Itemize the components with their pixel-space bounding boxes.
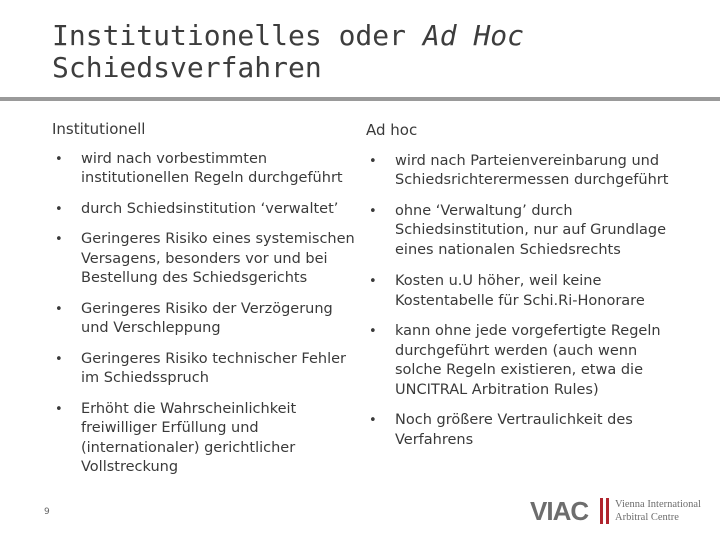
bullet: • bbox=[369, 324, 377, 339]
bullet: • bbox=[369, 413, 377, 428]
left-column bbox=[52, 120, 362, 478]
list-item-text: wird nach vorbestimmten institutionellen Regeln durchgeführt bbox=[81, 150, 343, 186]
right-column bbox=[366, 120, 686, 450]
logo-subtitle bbox=[615, 499, 701, 524]
bullet: • bbox=[55, 201, 63, 217]
title-divider bbox=[0, 97, 720, 101]
bullet: • bbox=[369, 203, 377, 219]
right-heading: Ad hoc bbox=[366, 121, 418, 139]
title-italic: Ad Hoc bbox=[422, 19, 525, 52]
list-item-text: Geringeres Risiko technischer Fehler im Schiedsspruch bbox=[81, 350, 347, 386]
list-item-text: Noch größere Vertraulichkeit des Verfahrens bbox=[395, 412, 633, 448]
logo-line2: Arbitral Centre bbox=[615, 511, 679, 523]
list-item bbox=[366, 202, 686, 261]
list-item-text: durch Schiedsinstitution ‘verwaltet’ bbox=[81, 200, 339, 217]
list-item bbox=[52, 400, 362, 478]
bullet: • bbox=[55, 401, 63, 417]
list-item bbox=[366, 272, 686, 311]
title-part1: Institutionelles oder bbox=[52, 19, 423, 52]
bullet: • bbox=[369, 153, 377, 169]
bullet: • bbox=[55, 351, 63, 367]
list-item-text: Erhöht die Wahrscheinlichkeit freiwilliger Erfüllung und (internationaler) gerichtlicher Vollstreckung bbox=[81, 400, 297, 475]
logo-accent-bar bbox=[606, 498, 609, 524]
list-item-text: Geringeres Risiko der Verzögerung und Verschleppung bbox=[81, 300, 333, 336]
list-item bbox=[366, 152, 686, 191]
left-heading: Institutionell bbox=[52, 120, 146, 138]
bullet: • bbox=[55, 301, 63, 317]
logo-line1: Vienna International bbox=[615, 499, 701, 510]
list-item-text: Geringeres Risiko eines systemischen Versagens, besonders vor und bei Bestellung des Schiedsgerichts bbox=[81, 231, 355, 286]
list-item bbox=[52, 150, 362, 189]
bullet: • bbox=[55, 151, 63, 167]
title-line2: Schiedsverfahren bbox=[52, 51, 322, 84]
list-item-text: wird nach Parteienvereinbarung und Schiedsrichterermessen durchgeführt bbox=[395, 152, 669, 188]
bullet: • bbox=[55, 232, 63, 247]
list-item bbox=[52, 350, 362, 389]
list-item bbox=[52, 200, 362, 220]
viac-logo bbox=[530, 496, 712, 528]
list-item bbox=[366, 411, 686, 450]
list-item-text: kann ohne jede vorgefertigte Regeln durchgeführt werden (auch wenn solche Regeln existieren, etwa die UNCITRAL Arbitration Rules) bbox=[395, 323, 661, 398]
list-item bbox=[52, 230, 362, 289]
list-item bbox=[366, 322, 686, 400]
list-item-text: Kosten u.U höher, weil keine Kostentabelle für Schi.Ri-Honorare bbox=[395, 273, 645, 309]
logo-wordmark: VIAC bbox=[530, 496, 589, 526]
list-item-text: ohne ‘Verwaltung’ durch Schiedsinstitution, nur auf Grundlage eines nationalen Schiedsrechts bbox=[395, 202, 666, 258]
slide-title bbox=[52, 20, 692, 84]
logo-accent-bar bbox=[600, 498, 603, 524]
list-item bbox=[52, 300, 362, 339]
bullet: • bbox=[369, 274, 377, 289]
page-number: 9 bbox=[44, 507, 50, 517]
